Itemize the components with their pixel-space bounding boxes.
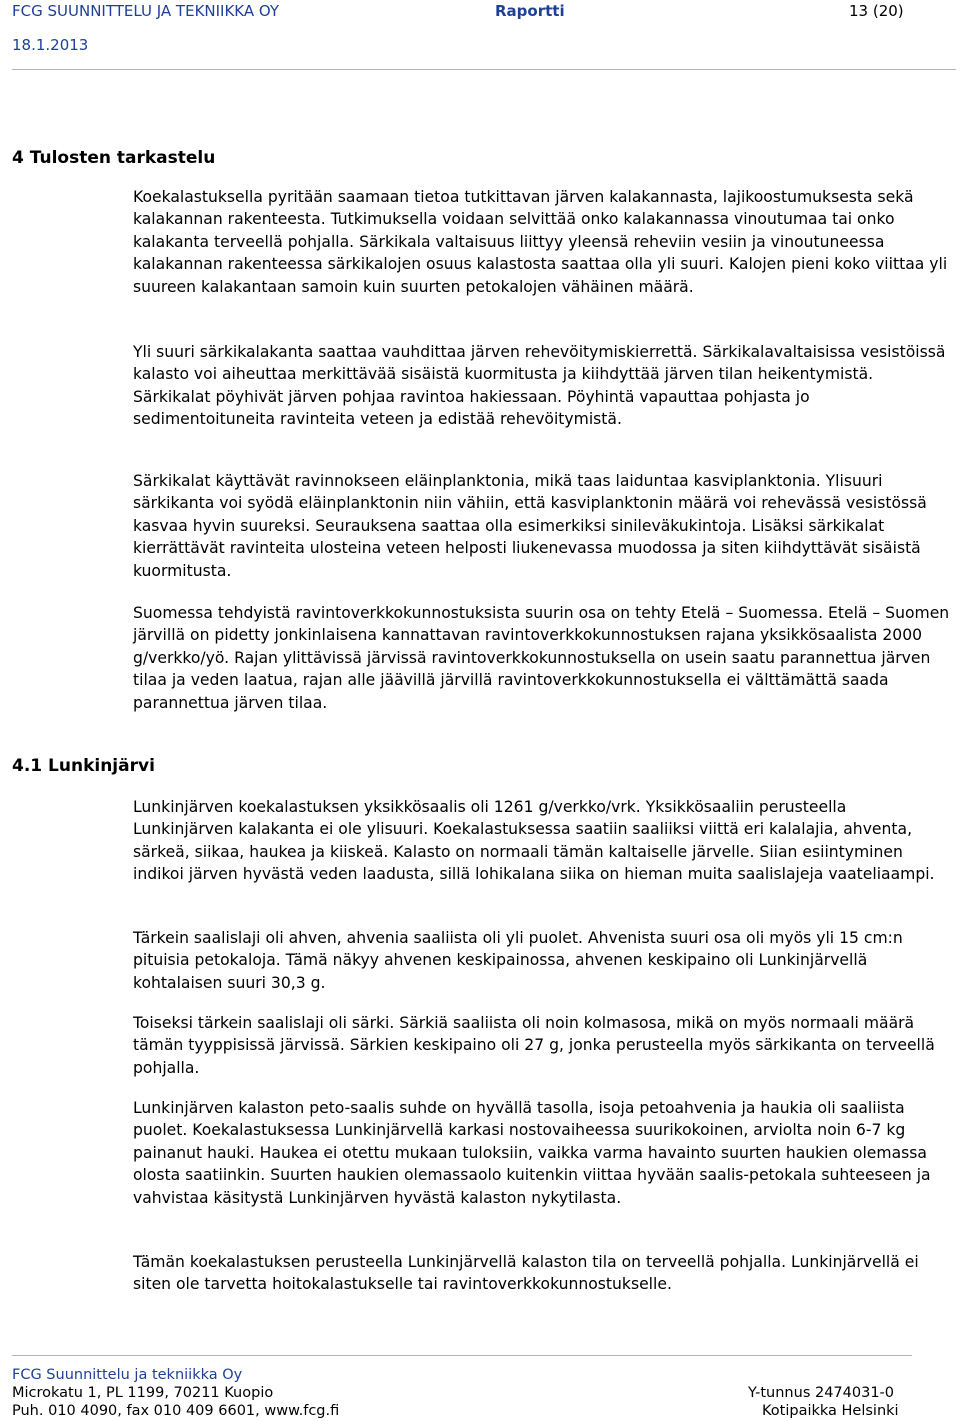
footer-company: FCG Suunnittelu ja tekniikka Oy <box>12 1367 243 1383</box>
header-company: FCG SUUNNITTELU JA TEKNIIKKA OY <box>12 2 280 20</box>
paragraph-2: Yli suuri särkikalakanta saattaa vauhdittaa järven rehevöitymiskierrettä. Särkikalavaltaisissa vesistöissä kalasto voi aiheuttaa merkittävää sisäistä kuormitusta ja kiihdyttää järven tilan heikentymistä. Särkikalat pöyhivät järven pohjaa ravintoa hakiessaan. Pöyhintä vapauttaa pohjasta jo sedimentoituneita ravinteita veteen ja edistää rehevöitymistä. <box>133 343 946 429</box>
footer-domicile: Kotipaikka Helsinki <box>762 1403 899 1419</box>
header-date: 18.1.2013 <box>12 36 89 54</box>
paragraph-9: Tämän koekalastuksen perusteella Lunkinjärvellä kalaston tila on terveellä pohjalla. Lunkinjärvellä ei siten ole tarvetta hoitokalastukselle tai ravintoverkkokunnostukselle. <box>133 1253 919 1294</box>
paragraph-4: Suomessa tehdyistä ravintoverkkokunnostuksista suurin osa on tehty Etelä – Suomessa. Etelä – Suomen järvillä on pidetty jonkinlaisena kannattavan ravintoverkkokunnostuksen rajana yksikkösaalista 2000 g/verkko/yö. Rajan ylittävissä järvissä ravintoverkkokunnostuksella on usein saatu parannettua järven tilaa ja veden laatua, rajan alle jäävillä järvillä ravintoverkkokunnostuksella ei välttämättä saada parannettua järven tilaa. <box>133 604 950 712</box>
paragraph-1: Koekalastuksella pyritään saamaan tietoa tutkittavan järven kalakannasta, lajikoostumuksesta sekä kalakannan rakenteesta. Tutkimuksella voidaan selvittää onko kalakannassa vinoutumaa tai onko kalakanta terveellä pohjalla. Särkikala valtaisuus liittyy yleensä reheviin vesiin ja vinoutuneessa kalakannan rakenteessa särkikalojen osuus kalastosta saattaa olla yli suuri. Kalojen pieni koko viittaa yli suureen kalakantaan samoin kuin suurten petokalojen vähäinen määrä. <box>133 188 948 296</box>
footer-address: Microkatu 1, PL 1199, 70211 Kuopio <box>12 1385 274 1401</box>
footer-contact: Puh. 010 4090, fax 010 409 6601, www.fcg.fi <box>12 1403 340 1419</box>
header-doc-type: Raportti <box>495 2 565 20</box>
section-heading-4: 4 Tulosten tarkastelu <box>12 148 216 168</box>
section-heading-4-1: 4.1 Lunkinjärvi <box>12 756 155 776</box>
header-page-number: 13 (20) <box>849 2 904 20</box>
page-header <box>0 0 960 72</box>
paragraph-6: Tärkein saalislaji oli ahven, ahvenia saaliista oli yli puolet. Ahvenista suuri osa oli myös yli 15 cm:n pituisia petokaloja. Tämä näkyy ahvenen keskipainossa, ahvenen keskipaino oli Lunkinjärvellä kohtalaisen suuri 30,3 g. <box>133 929 903 992</box>
footer-business-id: Y-tunnus 2474031-0 <box>748 1385 895 1401</box>
paragraph-8: Lunkinjärven kalaston peto-saalis suhde on hyvällä tasolla, isoja petoahvenia ja haukia oli saaliista puolet. Koekalastuksessa Lunkinjärvellä karkasi nostovaiheessa suurikokoinen, arviolta noin 6-7 kg painanut hauki. Haukea ei otettu mukaan tuloksiin, vaikka varma havainto suurten haukien olemassa olosta saatiinkin. Suurten haukien olemassaolo kuitenkin viittaa hyvään saalis-petokala suhteeseen ja vahvistaa käsitystä Lunkinjärven hyvästä kalaston nykytilasta. <box>133 1099 931 1207</box>
footer-divider <box>12 1355 912 1356</box>
paragraph-7: Toiseksi tärkein saalislaji oli särki. Särkiä saaliista oli noin kolmasosa, mikä on myös normaali määrä tämän tyyppisissä järvissä. Särkien keskipaino oli 27 g, jonka perusteella myös särkikanta on terveellä pohjalla. <box>133 1014 935 1077</box>
header-divider <box>12 69 956 70</box>
paragraph-5: Lunkinjärven koekalastuksen yksikkösaalis oli 1261 g/verkko/vrk. Yksikkösaaliin perusteella Lunkinjärven kalakanta ei ole ylisuuri. Koekalastuksessa saatiin saaliiksi viittä eri kalalajia, ahventa, särkeä, siikaa, haukea ja kiiskeä. Kalasto on normaali tämän kaltaiselle järvelle. Siian esiintyminen indikoi järven hyvästä veden laadusta, sillä lohikalana siika on hieman muita saalislajeja vaateliaampi. <box>133 798 935 884</box>
paragraph-3: Särkikalat käyttävät ravinnokseen eläinplanktonia, mikä taas laiduntaa kasviplanktonia. Ylisuuri särkikanta voi syödä eläinplanktonin niin vähiin, että kasviplanktonin määrä voi rehevässä vesistössä kasvaa hyvin suureksi. Seurauksena saattaa olla esimerkiksi sinileväkukintoja. Lisäksi särkikalat kierrättävät ravinteita ulosteina veteen helposti liukenevassa muodossa ja siten kiihdyttävät sisäistä kuormitusta. <box>133 472 927 580</box>
